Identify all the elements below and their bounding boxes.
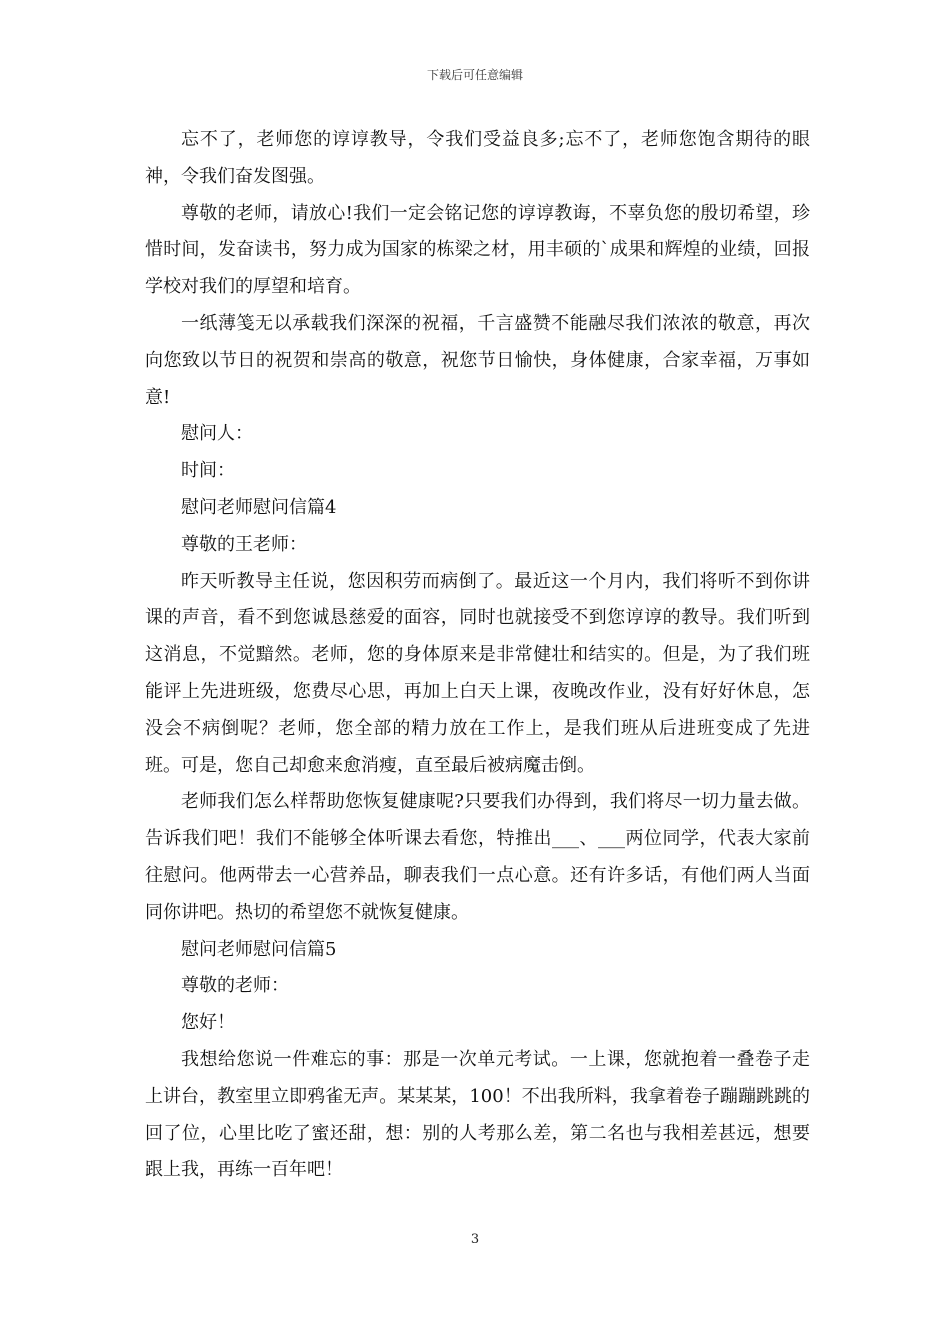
date-label: 时间： — [181, 460, 235, 482]
salutation: 尊敬的老师： — [181, 975, 289, 997]
paragraph: 老师我们怎么样帮助您恢复健康呢?只要我们办得到，我们将尽一切力量去做。告诉我们吧！我们不能够全体听课去看您，特推出___、___两位同学，代表大家前往慰问。他两带去一心营养品，聊表我们一点心意。还有许多话，有他们两人当面同你讲吧。热切的希望您不就恢复健康。 — [145, 791, 810, 923]
paragraph: 昨天听教导主任说，您因积劳而病倒了。最近这一个月内，我们将听不到你讲课的声音，看不到您诚恳慈爱的面容，同时也就接受不到您谆谆的教导。我们听到这消息，不觉黯然。老师，您的身体原来是非常健壮和结实的。但是，为了我们班能评上先进班级，您费尽心思，再加上白天上课，夜晚改作业，没有好好休息，怎没会不病倒呢？老师，您全部的精力放在工作上，是我们班从后进班变成了先进班。可是，您自己却愈来愈消瘦，直至最后被病魔击倒。 — [145, 570, 810, 776]
page-number: 3 — [470, 1232, 480, 1247]
section-title: 慰问老师慰问信篇5 — [181, 938, 337, 960]
page-header: 下载后可任意编辑 — [426, 68, 523, 82]
greeting: 您好！ — [181, 1012, 235, 1034]
paragraph: 一纸薄笺无以承载我们深深的祝福，千言盛赞不能融尽我们浓浓的敬意，再次向您致以节日的祝贺和崇高的敬意，祝您节日愉快，身体健康，合家幸福，万事如意! — [145, 312, 810, 408]
document-body — [145, 122, 810, 1189]
paragraph: 我想给您说一件难忘的事：那是一次单元考试。一上课，您就抱着一叠卷子走上讲台，教室里立即鸦雀无声。某某某，100！不出我所料，我拿着卷子蹦蹦跳跳的回了位，心里比吃了蜜还甜，想：别的人考那么差，第二名也与我相差甚远，想要跟上我，再练一百年吧！ — [145, 1048, 810, 1181]
section-title: 慰问老师慰问信篇4 — [181, 496, 337, 518]
signature-label: 慰问人： — [181, 423, 253, 445]
paragraph: 忘不了，老师您的谆谆教导，令我们受益良多;忘不了，老师您饱含期待的眼神，令我们奋发图强。 — [145, 129, 810, 187]
paragraph: 尊敬的老师，请放心!我们一定会铭记您的谆谆教诲，不辜负您的殷切希望，珍惜时间，发奋读书，努力成为国家的栋梁之材，用丰硕的`成果和辉煌的业绩，回报学校对我们的厚望和培育。 — [145, 202, 810, 298]
salutation: 尊敬的王老师： — [181, 533, 307, 555]
